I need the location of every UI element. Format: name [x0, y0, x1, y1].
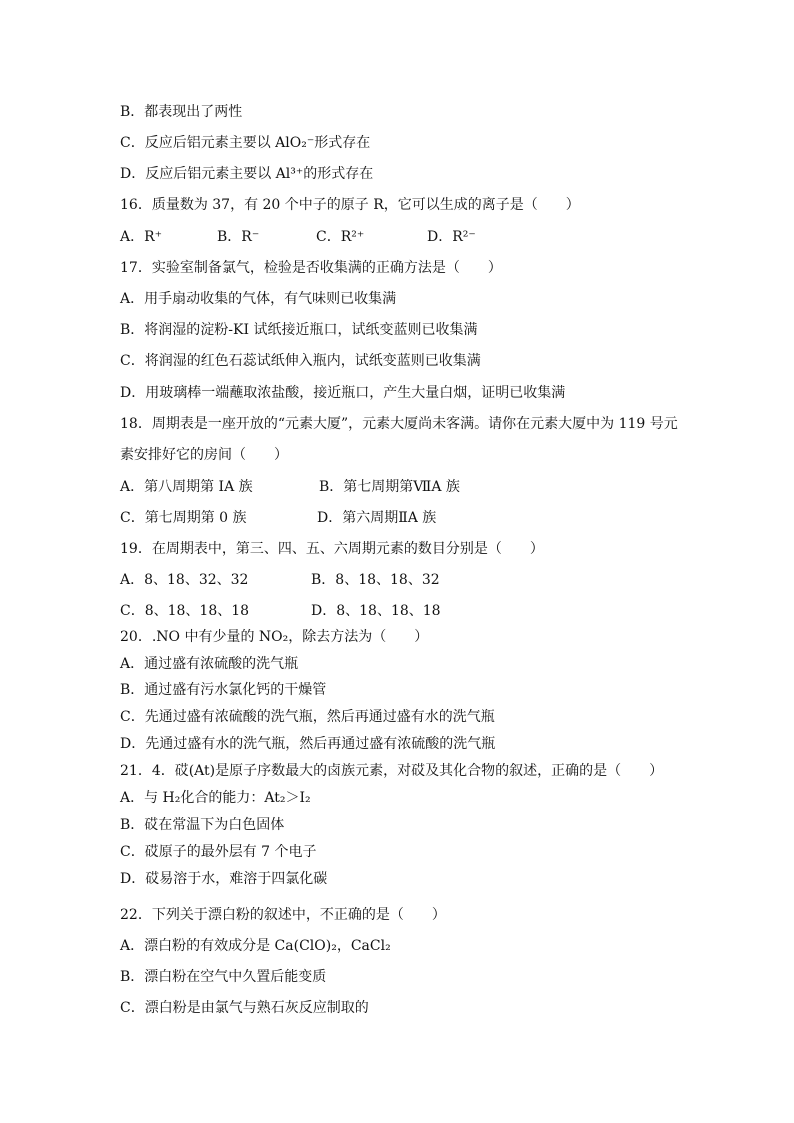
- text-line: 16．质量数为 37，有 20 个中子的原子 R，它可以生成的离子是（ ）: [120, 197, 580, 213]
- option-text: C．R²⁺: [316, 229, 365, 245]
- text-line: B．将润湿的淀粉-KI 试纸接近瓶口，试纸变蓝则已收集满: [120, 322, 478, 338]
- option-text: D．第六周期ⅡA 族: [317, 510, 437, 526]
- text-line: 19．在周期表中，第三、四、五、六周期元素的数目分别是（ ）: [120, 541, 544, 557]
- text-line: 20．.NO 中有少量的 NO₂，除去方法为（ ）: [120, 629, 429, 645]
- text-line: C．砹原子的最外层有 7 个电子: [120, 844, 317, 860]
- text-line: [120, 571, 680, 589]
- option-text: B．第七周期第ⅦA 族: [319, 479, 460, 495]
- option-text: B．8、18、18、32: [311, 572, 440, 588]
- text-line: [120, 478, 680, 496]
- text-line: C．反应后铝元素主要以 AlO₂⁻形式存在: [120, 135, 371, 151]
- text-line: B．都表现出了两性: [120, 104, 243, 120]
- text-line: A．与 H₂化合的能力：At₂＞I₂: [120, 790, 311, 806]
- text-line: D．用玻璃棒一端蘸取浓盐酸，接近瓶口，产生大量白烟，证明已收集满: [120, 385, 566, 401]
- text-line: B．通过盛有污水氯化钙的干燥管: [120, 682, 327, 698]
- text-line: 21．4．砹(At)是原子序数最大的卤族元素，对砹及其化合物的叙述，正确的是（ ）: [120, 763, 664, 779]
- option-text: A．8、18、32、32: [120, 572, 249, 588]
- option-text: A．R⁺: [120, 229, 163, 245]
- text-line: [120, 228, 680, 246]
- option-text: C．8、18、18、18: [120, 603, 250, 619]
- text-line: 素安排好它的房间（ ）: [120, 447, 288, 463]
- text-line: [120, 509, 680, 527]
- text-line: C．漂白粉是由氯气与熟石灰反应制取的: [120, 1000, 369, 1016]
- option-text: D．8、18、18、18: [311, 603, 441, 619]
- option-text: B．R⁻: [217, 229, 260, 245]
- text-line: 17．实验室制备氯气，检验是否收集满的正确方法是（ ）: [120, 260, 502, 276]
- text-line: D．先通过盛有水的洗气瓶，然后再通过盛有浓硫酸的洗气瓶: [120, 736, 496, 752]
- text-line: D．反应后铝元素主要以 Al³⁺的形式存在: [120, 166, 374, 182]
- text-line: A．用手扇动收集的气体，有气味则已收集满: [120, 291, 397, 307]
- text-line: C．将润湿的红色石蕊试纸伸入瓶内，试纸变蓝则已收集满: [120, 353, 481, 369]
- text-line: 22．下列关于漂白粉的叙述中，不正确的是（ ）: [120, 907, 446, 923]
- text-line: B．漂白粉在空气中久置后能变质: [120, 969, 327, 985]
- text-line: A．通过盛有浓硫酸的洗气瓶: [120, 656, 299, 672]
- text-line: A．漂白粉的有效成分是 Ca(ClO)₂，CaCl₂: [120, 938, 391, 954]
- text-line: B．砹在常温下为白色固体: [120, 817, 285, 833]
- option-text: D．R²⁻: [427, 229, 476, 245]
- option-text: C．第七周期第 0 族: [120, 510, 247, 526]
- text-line: [120, 602, 680, 620]
- option-text: A．第八周期第 IA 族: [120, 479, 253, 495]
- text-line: 18．周期表是一座开放的“元素大厦”，元素大厦尚未客满。请你在元素大厦中为 119 号元: [120, 416, 678, 432]
- text-line: D．砹易溶于水，难溶于四氯化碳: [120, 871, 328, 887]
- text-line: C．先通过盛有浓硫酸的洗气瓶，然后再通过盛有水的洗气瓶: [120, 709, 495, 725]
